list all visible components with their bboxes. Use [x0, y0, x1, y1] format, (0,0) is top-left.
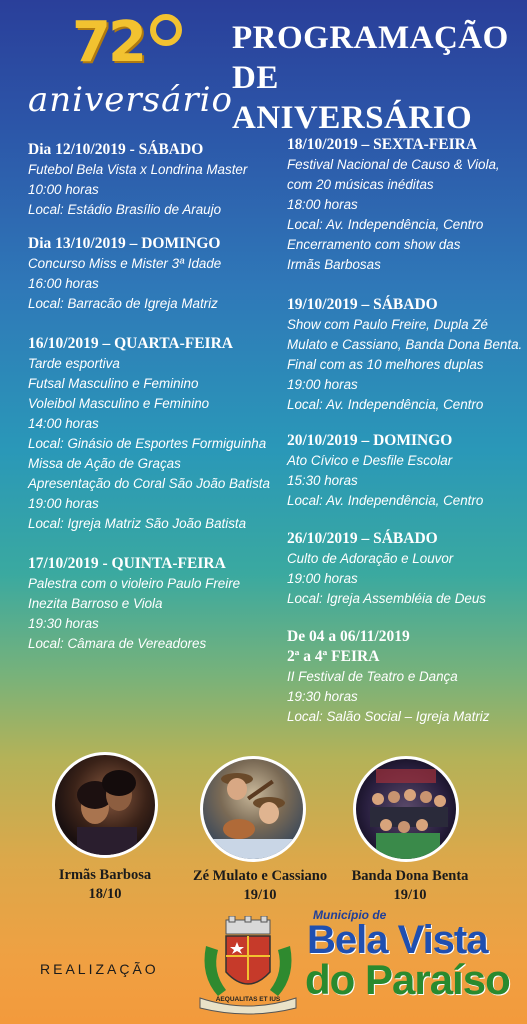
- artist-caption: [185, 867, 335, 905]
- schedule-day: [28, 140, 278, 220]
- badge-word: aniversário: [28, 80, 233, 120]
- event-line: Apresentação do Coral São João Batista: [28, 476, 270, 491]
- city-name-line-1: Bela Vista: [307, 918, 488, 962]
- event-line: Inezita Barroso e Viola: [28, 596, 163, 611]
- day-subheading: 2ª a 4ª FEIRA: [287, 648, 380, 665]
- day-heading: 20/10/2019 – DOMINGO: [287, 432, 453, 449]
- event-line: Concurso Miss e Mister 3ª Idade: [28, 256, 222, 271]
- realizacao-label: REALIZAÇÃO: [40, 961, 159, 977]
- anniversary-badge: [22, 8, 233, 120]
- artist-name: Irmãs Barbosa: [58, 867, 152, 883]
- event-line: 19:30 horas: [287, 689, 358, 704]
- artist-photo-ze-mulato-cassiano: [200, 756, 306, 862]
- schedule-day: [287, 627, 522, 727]
- event-line: Final com as 10 melhores duplas: [287, 357, 484, 372]
- artist-name: Banda Dona Benta: [351, 868, 469, 884]
- schedule-day: [287, 135, 522, 275]
- day-heading: 18/10/2019 – SEXTA-FEIRA: [287, 136, 478, 153]
- title-line-2: DE ANIVERSÁRIO: [232, 60, 473, 136]
- event-line: Local: Câmara de Vereadores: [28, 636, 207, 651]
- event-line: Futsal Masculino e Feminino: [28, 376, 199, 391]
- artist-date: 19/10: [393, 887, 427, 903]
- event-line: Irmãs Barbosas: [287, 257, 381, 272]
- day-heading: Dia 13/10/2019 – DOMINGO: [28, 235, 221, 252]
- event-line: Tarde esportiva: [28, 356, 120, 371]
- schedule-day: [28, 334, 278, 534]
- artist-date: 19/10: [243, 887, 277, 903]
- artist-caption: [340, 867, 480, 905]
- event-line: Festival Nacional de Causo & Viola,: [287, 157, 500, 172]
- day-heading: 16/10/2019 – QUARTA-FEIRA: [28, 335, 233, 352]
- event-line: Voleibol Masculino e Feminino: [28, 396, 210, 411]
- day-heading: Dia 12/10/2019 - SÁBADO: [28, 141, 204, 158]
- event-line: Palestra com o violeiro Paulo Freire: [28, 576, 241, 591]
- schedule-right-column: [287, 135, 522, 741]
- schedule-day: [287, 431, 522, 511]
- event-line: II Festival de Teatro e Dança: [287, 669, 458, 684]
- city-crest-logo: [196, 916, 300, 1016]
- event-line: Missa de Ação de Graças: [28, 456, 181, 471]
- artist-date: 18/10: [88, 886, 122, 902]
- title-line-1: PROGRAMAÇÃO: [232, 20, 509, 56]
- city-name-line-2: do Paraíso: [305, 956, 510, 1003]
- event-line: Futebol Bela Vista x Londrina Master: [28, 162, 248, 177]
- event-line: 10:00 horas: [28, 182, 99, 197]
- event-line: 19:00 horas: [28, 496, 99, 511]
- page-title: [232, 18, 512, 138]
- event-line: Ato Cívico e Desfile Escolar: [287, 453, 453, 468]
- city-prefix: Município de: [313, 908, 387, 922]
- event-line: 16:00 horas: [28, 276, 99, 291]
- artist-caption: [40, 866, 170, 904]
- schedule-day: [287, 295, 522, 415]
- schedule-day: [28, 234, 278, 314]
- event-line: Local: Av. Independência, Centro: [287, 493, 484, 508]
- badge-number: 72: [72, 10, 144, 75]
- event-line: Local: Salão Social – Igreja Matriz: [287, 709, 490, 724]
- city-logo: [305, 908, 515, 1008]
- day-heading: De 04 a 06/11/2019: [287, 628, 410, 645]
- crest-motto: AEQUALITAS ET IUS: [215, 996, 281, 1003]
- event-line: Mulato e Cassiano, Banda Dona Benta.: [287, 337, 523, 352]
- schedule-left-column: [28, 140, 278, 668]
- event-line: 18:00 horas: [287, 197, 358, 212]
- day-heading: 19/10/2019 – SÁBADO: [287, 296, 438, 313]
- event-line: Show com Paulo Freire, Dupla Zé: [287, 317, 488, 332]
- event-line: Local: Estádio Brasílio de Araujo: [28, 202, 222, 217]
- event-line: Local: Av. Independência, Centro: [287, 397, 484, 412]
- artist-photo-banda-dona-benta: [353, 756, 459, 862]
- event-line: Local: Av. Independência, Centro: [287, 217, 484, 232]
- event-line: 15:30 horas: [287, 473, 358, 488]
- event-line: 19:00 horas: [287, 571, 358, 586]
- event-line: 19:00 horas: [287, 377, 358, 392]
- event-line: Local: Igreja Matriz São João Batista: [28, 516, 247, 531]
- event-line: Local: Barracão de Igreja Matriz: [28, 296, 218, 311]
- schedule-day: [28, 554, 278, 654]
- artist-name: Zé Mulato e Cassiano: [192, 868, 328, 884]
- event-line: Culto de Adoração e Louvor: [287, 551, 454, 566]
- day-heading: 17/10/2019 - QUINTA-FEIRA: [28, 555, 226, 572]
- event-line: Local: Ginásio de Esportes Formiguinha: [28, 436, 267, 451]
- event-line: 14:00 horas: [28, 416, 99, 431]
- event-line: 19:30 horas: [28, 616, 99, 631]
- day-heading: 26/10/2019 – SÁBADO: [287, 530, 438, 547]
- schedule-day: [287, 529, 522, 609]
- badge-degree-mark: [150, 14, 182, 46]
- event-line: com 20 músicas inéditas: [287, 177, 434, 192]
- event-line: Encerramento com show das: [287, 237, 461, 252]
- artist-photo-irmas-barbosa: [52, 752, 158, 858]
- event-line: Local: Igreja Assembléia de Deus: [287, 591, 486, 606]
